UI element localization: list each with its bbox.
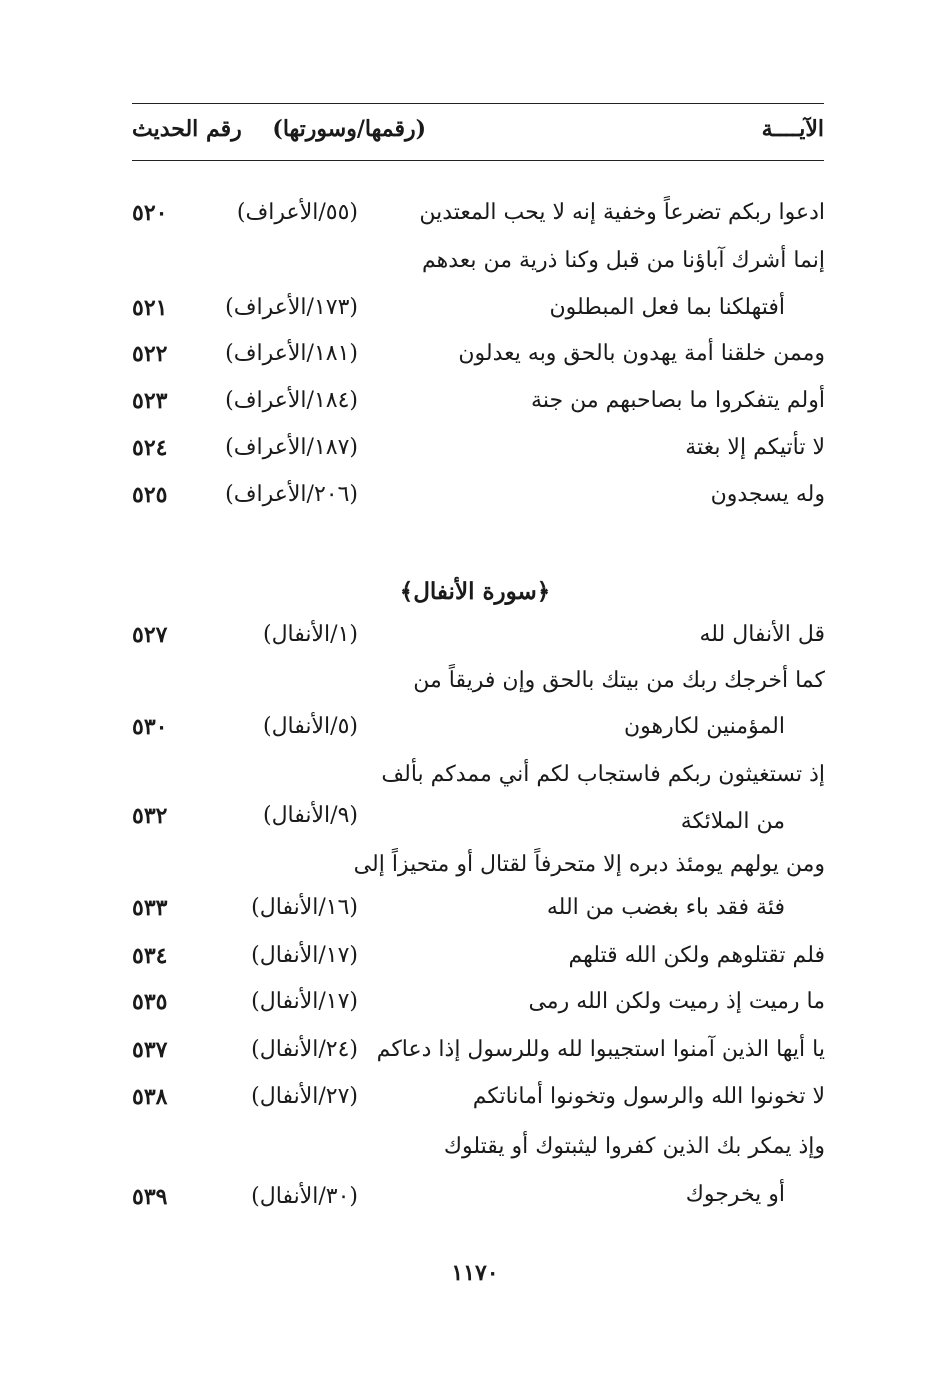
hadith-number: ٥٣٢ — [132, 803, 168, 829]
verse-reference: (٢٤/الأنفال) — [251, 1037, 358, 1062]
verse-text: يا أيها الذين آمنوا استجيبوا لله وللرسول إذا دعاكم — [376, 1037, 825, 1062]
hadith-number: ٥٣٠ — [132, 714, 168, 740]
verse-reference: (٢٠٦/الأعراف) — [225, 482, 358, 507]
list-item — [0, 895, 950, 943]
header-top-rule — [132, 103, 824, 104]
hadith-number: ٥٣٩ — [132, 1184, 168, 1210]
verse-reference: (١٦/الأنفال) — [251, 895, 358, 920]
hadith-number: ٥٣٥ — [132, 989, 168, 1015]
hadith-number: ٥٢٢ — [132, 341, 168, 367]
verse-text: أفتهلكنا بما فعل المبطلون — [549, 295, 785, 320]
verse-reference: (٥٥/الأعراف) — [236, 200, 358, 225]
verse-text: أو يخرجوك — [685, 1182, 785, 1207]
verse-text: وإذ يمكر بك الذين كفروا ليثبتوك أو يقتلوك — [443, 1134, 825, 1159]
verse-text: ما رميت إذ رميت ولكن الله رمى — [528, 989, 825, 1014]
list-item — [0, 989, 950, 1037]
hadith-number: ٥٣٨ — [132, 1084, 168, 1110]
verse-reference: (١٨٧/الأعراف) — [225, 435, 358, 460]
verse-text: فلم تقتلوهم ولكن الله قتلهم — [568, 943, 825, 968]
hadith-number: ٥٢٤ — [132, 435, 168, 461]
page-number: ١١٧٠ — [451, 1260, 499, 1286]
hadith-number: ٥٢٧ — [132, 622, 168, 648]
list-item — [0, 1084, 950, 1132]
verse-reference: (٢٧/الأنفال) — [251, 1084, 358, 1109]
verse-reference: (١٧/الأنفال) — [251, 989, 358, 1014]
table-header — [132, 108, 824, 152]
verse-text: قل الأنفال لله — [699, 622, 825, 647]
list-item — [0, 1134, 950, 1182]
verse-text: كما أخرجك ربك من بيتك بالحق وإن فريقاً من — [413, 668, 825, 693]
hadith-number: ٥٢٥ — [132, 482, 168, 508]
verse-text: إنما أشرك آباؤنا من قبل وكنا ذرية من بعدهم — [422, 248, 825, 273]
list-item — [0, 668, 950, 716]
hadith-number: ٥٢٠ — [132, 200, 168, 226]
list-item — [0, 1037, 950, 1085]
verse-reference: (٩/الأنفال) — [262, 803, 358, 828]
verse-reference: (١٧٣/الأعراف) — [225, 295, 358, 320]
verse-reference: (٥/الأنفال) — [262, 714, 358, 739]
verse-text: ومن يولهم يومئذ دبره إلا متحرفاً لقتال أو متحيزاً إلى — [353, 852, 825, 877]
verse-text: إذ تستغيثون ربكم فاستجاب لكم أني ممدكم بألف — [381, 762, 825, 787]
list-item — [0, 341, 950, 389]
hadith-number: ٥٢٣ — [132, 388, 168, 414]
header-ayah-label: الآيــــة — [761, 116, 824, 142]
list-item — [0, 482, 950, 530]
list-item — [0, 248, 950, 296]
verse-text: فئة فقد باء بغضب من الله — [546, 895, 785, 920]
list-item — [0, 295, 950, 343]
hadith-number: ٥٣٣ — [132, 895, 168, 921]
hadith-number: ٥٣٤ — [132, 943, 168, 969]
list-item — [0, 388, 950, 436]
list-item — [0, 622, 950, 670]
hadith-number: ٥٢١ — [132, 295, 168, 321]
verse-text: وله يسجدون — [710, 482, 825, 507]
list-item — [0, 803, 950, 851]
verse-reference: (١٨١/الأعراف) — [225, 341, 358, 366]
verse-text: لا تأتيكم إلا بغتة — [685, 435, 825, 460]
verse-reference: (١/الأنفال) — [262, 622, 358, 647]
header-bottom-rule — [132, 160, 824, 161]
verse-text: من الملائكة — [680, 809, 785, 834]
verse-reference: (١٨٤/الأعراف) — [225, 388, 358, 413]
verse-reference: (١٧/الأنفال) — [251, 943, 358, 968]
list-item — [0, 1182, 950, 1230]
header-number-label: رقم الحديث — [132, 116, 242, 142]
hadith-number: ٥٣٧ — [132, 1037, 168, 1063]
verse-text: المؤمنين لكارهون — [623, 714, 785, 739]
verse-text: ادعوا ربكم تضرعاً وخفية إنه لا يحب المعتدين — [419, 200, 825, 225]
list-item — [0, 435, 950, 483]
list-item — [0, 943, 950, 991]
list-item — [0, 852, 950, 900]
verse-text: أولم يتفكروا ما بصاحبهم من جنة — [531, 388, 825, 413]
verse-reference: (٣٠/الأنفال) — [251, 1184, 358, 1209]
verse-text: لا تخونوا الله والرسول وتخونوا أماناتكم — [472, 1084, 825, 1109]
list-item — [0, 714, 950, 762]
verse-text: وممن خلقنا أمة يهدون بالحق وبه يعدلون — [458, 341, 825, 366]
header-ref-label: (رقمها/وسورتها) — [272, 116, 426, 142]
surah-title: ﴿سورة الأنفال﴾ — [399, 578, 551, 605]
list-item — [0, 200, 950, 248]
